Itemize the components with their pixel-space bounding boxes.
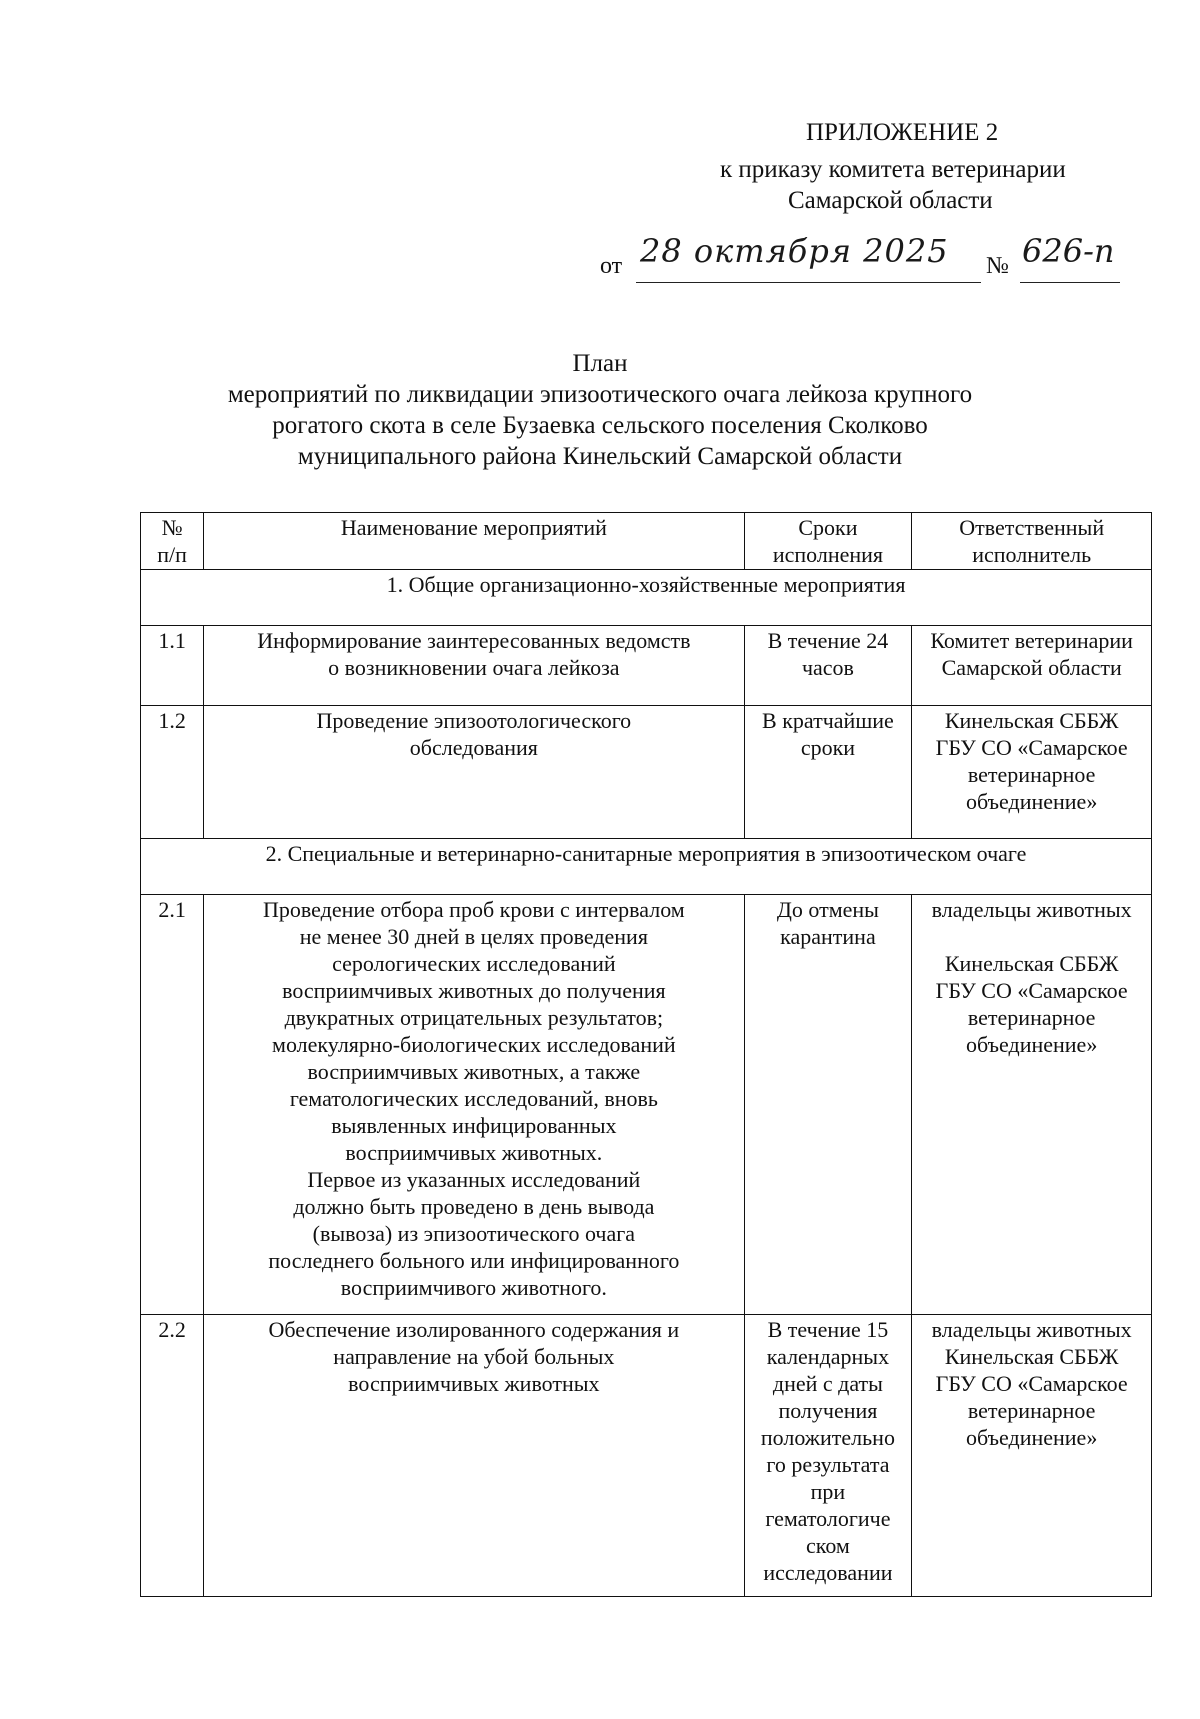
table-row	[141, 1315, 1152, 1597]
row-term: В течение 15 календарных дней с даты получения положительно го результата при гематологиче ском исследовании	[744, 1315, 912, 1597]
order-number-field	[1020, 230, 1120, 283]
order-number-sign: №	[986, 253, 1009, 279]
table-row	[141, 895, 1152, 1315]
row-responsible: владельцы животных Кинельская СББЖ ГБУ СО «Самарское ветеринарное объединение»	[912, 895, 1152, 1315]
row-term: В кратчайшие сроки	[744, 706, 912, 839]
header-term: Сроки исполнения	[744, 513, 912, 570]
measures-table	[140, 512, 1152, 1597]
section-title-2: 2. Специальные и ветеринарно-санитарные мероприятия в эпизоотическом очаге	[141, 839, 1152, 895]
header-responsible: Ответственный исполнитель	[912, 513, 1152, 570]
appendix-reference-line-2: Самарской области	[788, 187, 993, 214]
table-header-row	[141, 513, 1152, 570]
row-name: Обеспечение изолированного содержания и направление на убой больных восприимчивых животных	[204, 1315, 744, 1597]
plan-subtitle-line-3: муниципального района Кинельский Самарской области	[297, 443, 903, 470]
row-responsible: Кинельская СББЖ ГБУ СО «Самарское ветеринарное объединение»	[912, 706, 1152, 839]
order-date-prefix: от	[600, 253, 623, 279]
section-row-2	[141, 839, 1152, 895]
plan-subtitle-line-1: мероприятий по ликвидации эпизоотического очага лейкоза крупного	[227, 381, 973, 408]
table-row	[141, 626, 1152, 706]
handwritten-order-number: 626-п	[1022, 232, 1115, 270]
row-num: 2.2	[141, 1315, 204, 1597]
order-date-number-line	[600, 230, 1145, 286]
row-num: 1.2	[141, 706, 204, 839]
plan-subtitle-line-2: рогатого скота в селе Бузаевка сельского поселения Сколково	[272, 412, 928, 439]
plan-heading	[150, 348, 1050, 472]
plan-title: План	[572, 350, 628, 377]
appendix-reference-line-1: к приказу комитета ветеринарии	[720, 156, 1066, 183]
table-row	[141, 706, 1152, 839]
row-name: Информирование заинтересованных ведомств о возникновении очага лейкоза	[204, 626, 744, 706]
row-responsible: владельцы животных Кинельская СББЖ ГБУ СО «Самарское ветеринарное объединение»	[912, 1315, 1152, 1597]
header-name: Наименование мероприятий	[204, 513, 744, 570]
header-num: № п/п	[141, 513, 204, 570]
row-num: 2.1	[141, 895, 204, 1315]
section-title-1: 1. Общие организационно-хозяйственные мероприятия	[141, 570, 1152, 626]
row-responsible: Комитет ветеринарии Самарской области	[912, 626, 1152, 706]
section-row-1	[141, 570, 1152, 626]
appendix-title: ПРИЛОЖЕНИЕ 2	[806, 119, 999, 146]
row-name: Проведение эпизоотологического обследования	[204, 706, 744, 839]
row-name: Проведение отбора проб крови с интервалом не менее 30 дней в целях проведения серологических исследований восприимчивых животных до получения двукратных отрицательных результатов; молекулярно-биологических исследований восприимчивых животных, а также гематологических исследований, вновь выявленных инфицированных восприимчивых животных. Первое из указанных исследований должно быть проведено в день вывода (вывоза) из эпизоотического очага последнего больного или инфицированного восприимчивого животного.	[204, 895, 744, 1315]
row-num: 1.1	[141, 626, 204, 706]
row-term: В течение 24 часов	[744, 626, 912, 706]
row-term: До отмены карантина	[744, 895, 912, 1315]
order-date-field	[636, 230, 981, 283]
handwritten-date: 28 октября 2025	[640, 232, 949, 270]
